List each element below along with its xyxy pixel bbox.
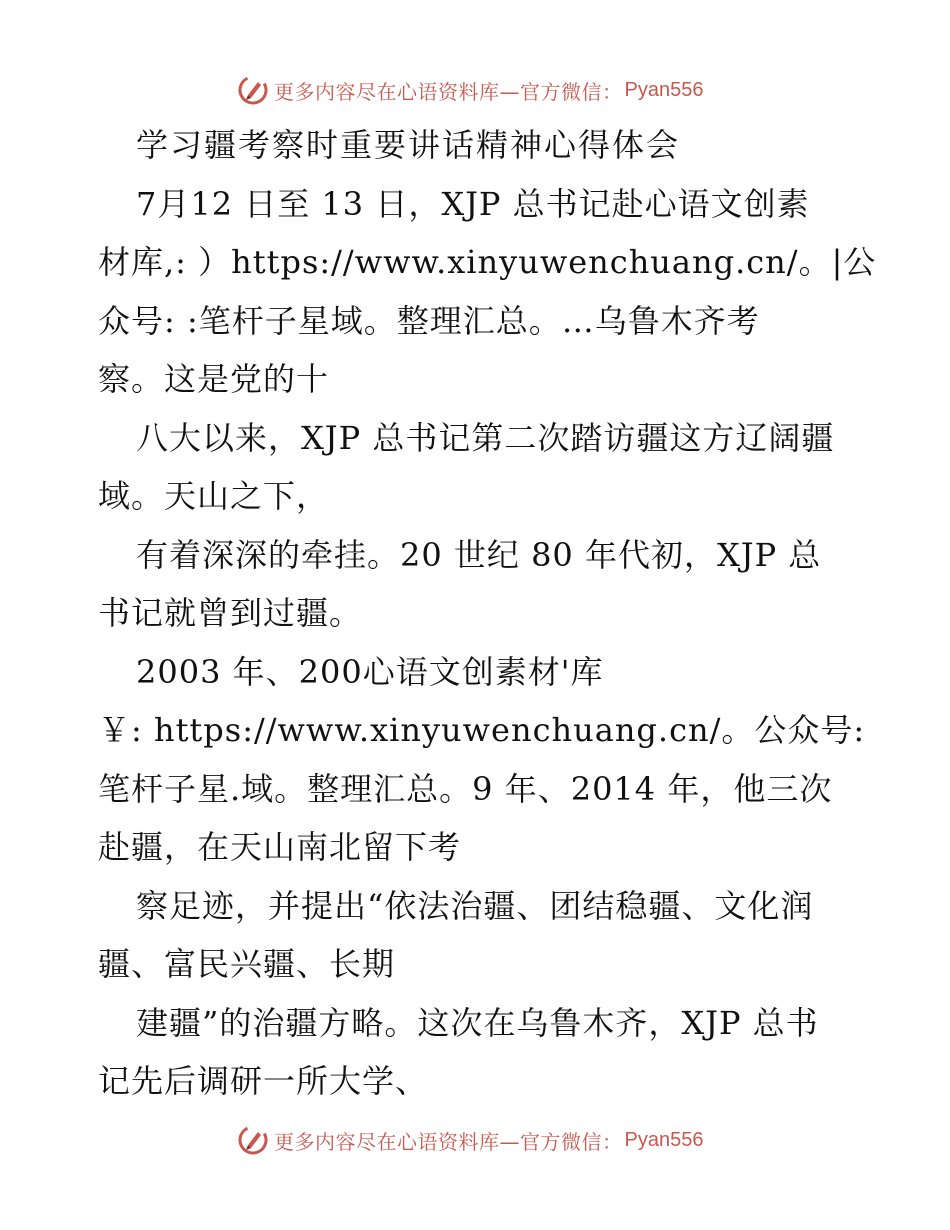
document-title: 学习疆考察时重要讲话精神心得体会	[136, 126, 681, 164]
paragraph-line: 笔杆子星.域。整理汇总。9 年、2014 年，他三次	[98, 769, 833, 808]
header-banner	[236, 72, 703, 108]
paragraph-line: ￥: https://www.xinyuwenchuang.cn/。公众号:	[98, 711, 866, 749]
document-body	[98, 116, 877, 1111]
pen-logo-icon	[236, 1123, 270, 1157]
banner-wechat-id: Pyan556	[624, 78, 704, 101]
paragraph-line: 材库,: ）https://www.xinyuwenchuang.cn/。|公	[98, 243, 877, 281]
paragraph-line: 有着深深的牵挂。20 世纪 80 年代初，XJP 总	[136, 535, 822, 574]
footer-banner	[236, 1122, 703, 1158]
banner-text: 更多内容尽在心语资料库—官方微信：	[274, 79, 623, 104]
paragraph-line: 察足迹，并提出“依法治疆、团结稳疆、文化润	[136, 886, 814, 925]
paragraph-line: 域。天山之下，	[98, 477, 330, 515]
banner-text: 更多内容尽在心语资料库—官方微信：	[274, 1129, 623, 1154]
paragraph-line: 察。这是党的十	[98, 360, 330, 398]
banner-wechat-id: Pyan556	[624, 1128, 704, 1151]
paragraph-line: 赴疆，在天山南北留下考	[98, 828, 462, 866]
paragraph-line: 疆、富民兴疆、长期	[98, 945, 396, 983]
paragraph-line: 书记就曾到过疆。	[98, 594, 363, 632]
paragraph-line: 众号: :笔杆子星域。整理汇总。…乌鲁木齐考	[98, 301, 760, 340]
pen-logo-icon	[236, 73, 270, 107]
paragraph-line: 2003 年、200心语文创素材'库	[136, 652, 604, 691]
paragraph-line: 记先后调研一所大学、	[98, 1062, 429, 1100]
paragraph-line: 7月12 日至 13 日，XJP 总书记赴心语文创素	[136, 184, 810, 223]
paragraph-line: 建疆”的治疆方略。这次在乌鲁木齐，XJP 总书	[136, 1003, 819, 1042]
paragraph-line: 八大以来，XJP 总书记第二次踏访疆这方辽阔疆	[136, 418, 835, 457]
